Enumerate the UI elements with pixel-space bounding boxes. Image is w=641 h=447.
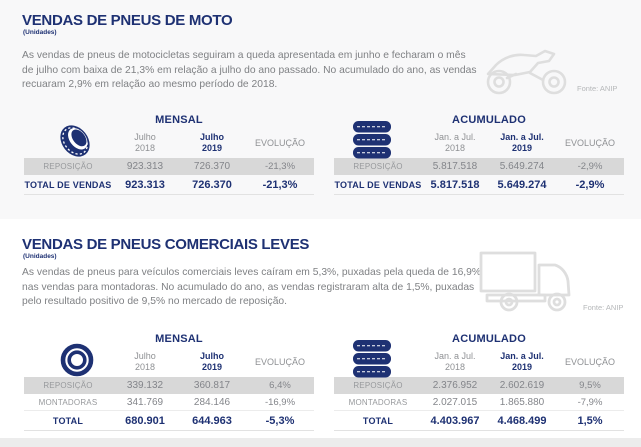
total-row	[24, 411, 314, 431]
tire-stack-icon	[351, 339, 393, 381]
row-label: MONTADORAS	[348, 397, 408, 407]
leves-mensal-table	[24, 331, 314, 431]
value-2018: 5.817.518	[430, 178, 480, 191]
next-section-strip	[0, 438, 641, 447]
column-header-2019: Julho 2019	[200, 132, 224, 153]
row-label: REPOSIÇÃO	[353, 381, 403, 390]
value-evolution: -16,9%	[264, 396, 296, 408]
table-heading: MENSAL	[155, 114, 203, 126]
value-2018: 680.901	[125, 414, 165, 427]
section-comerciais-leves	[0, 219, 641, 438]
value-2019: 2.602.619	[499, 380, 545, 391]
value-2018: 5.817.518	[432, 161, 478, 172]
value-2018: 923.313	[126, 161, 164, 172]
table-row	[24, 377, 314, 394]
source-label: Fonte: ANIP	[577, 84, 618, 93]
column-header-evolution: EVOLUÇÃO	[254, 137, 305, 148]
paragraph-line: nas vendas para montadoras. No acumulado do ano, as vendas registraram alta de 1,5%, puxadas	[22, 281, 475, 293]
value-evolution: -2,9%	[575, 178, 605, 191]
unit-label: (Unidades)	[23, 29, 57, 36]
value-evolution: 6,4%	[269, 380, 291, 391]
row-label: REPOSIÇÃO	[43, 381, 93, 390]
value-2018: 339.132	[126, 380, 164, 391]
value-2018: 4.403.967	[430, 414, 480, 427]
tilted-tire-icon	[54, 118, 96, 164]
value-2019: 1.865.880	[499, 396, 545, 408]
table-heading: ACUMULADO	[452, 114, 526, 126]
value-evolution: -2,9%	[577, 161, 603, 172]
value-2019: 4.468.499	[497, 414, 547, 427]
column-header-2018: Julho 2018	[134, 351, 156, 372]
value-2018: 2.376.952	[432, 380, 478, 391]
motorcycle-icon	[482, 44, 572, 96]
value-evolution: -21,3%	[264, 161, 296, 172]
row-label: TOTAL DE VENDAS	[334, 179, 422, 190]
unit-label: (Unidades)	[23, 253, 57, 260]
value-2019: 5.649.274	[499, 161, 545, 172]
total-row	[24, 175, 314, 195]
row-label: REPOSIÇÃO	[353, 162, 403, 171]
value-2019: 360.817	[193, 380, 231, 391]
paragraph-line: pelo resultado positivo de 9,5% no mercado de reposição.	[22, 296, 288, 308]
table-row	[24, 394, 314, 411]
moto-mensal-table	[24, 112, 314, 195]
section-paragraph	[22, 266, 481, 310]
value-2018: 341.769	[126, 396, 164, 408]
section-moto	[0, 0, 641, 219]
value-evolution: 9,5%	[579, 380, 601, 391]
tire-stack-icon	[351, 120, 393, 162]
row-label: TOTAL	[362, 415, 394, 426]
paragraph-line: de julho com baixa de 21,3% em relação a julho do ano passado. No acumulado do ano, as vendas	[22, 64, 477, 76]
row-label: TOTAL DE VENDAS	[24, 179, 112, 190]
section-paragraph	[22, 49, 477, 93]
row-label: MONTADORAS	[38, 397, 98, 407]
column-header-2019: Jan. a Jul. 2019	[500, 132, 544, 153]
column-header-evolution: EVOLUÇÃO	[254, 356, 305, 367]
value-2019: 726.370	[193, 161, 231, 172]
truck-icon	[477, 250, 581, 314]
total-row	[334, 175, 624, 195]
column-header-2019: Jan. a Jul. 2019	[500, 351, 544, 372]
source-label: Fonte: ANIP	[583, 303, 624, 312]
column-header-2018: Jan. a Jul. 2018	[434, 351, 476, 372]
value-evolution: -7,9%	[577, 396, 603, 408]
page-title: VENDAS DE PNEUS COMERCIAIS LEVES	[22, 236, 310, 253]
paragraph-line: As vendas de pneus para veículos comerciais leves caíram em 5,3%, puxadas pela queda de 16,9%	[22, 267, 482, 278]
moto-acumulado-table	[334, 112, 624, 195]
leves-acumulado-table	[334, 331, 624, 431]
paragraph-line: As vendas de pneus de motocicletas seguiram a queda apresentada em junho e fecharam o mês	[22, 50, 466, 61]
column-header-evolution: EVOLUÇÃO	[564, 137, 615, 148]
table-row	[334, 394, 624, 411]
column-header-2018: Jan. a Jul. 2018	[434, 132, 476, 153]
page-title: VENDAS DE PNEUS DE MOTO	[22, 12, 233, 29]
row-label: REPOSIÇÃO	[43, 162, 93, 171]
value-2018: 2.027.015	[432, 396, 478, 408]
row-label: TOTAL	[52, 415, 84, 426]
value-2018: 923.313	[125, 178, 165, 191]
paragraph-line: recuaram 2,9% em relação ao mesmo período de 2018.	[22, 79, 278, 91]
column-header-2019: Julho 2019	[200, 351, 224, 372]
value-evolution: -21,3%	[262, 178, 298, 191]
value-evolution: -5,3%	[265, 414, 295, 427]
value-2019: 726.370	[192, 178, 232, 191]
value-evolution: 1,5%	[577, 414, 603, 427]
value-2019: 644.963	[192, 414, 232, 427]
column-header-evolution: EVOLUÇÃO	[564, 356, 615, 367]
table-heading: MENSAL	[155, 333, 203, 345]
column-header-2018: Julho 2018	[134, 132, 156, 153]
value-2019: 284.146	[193, 396, 231, 408]
table-heading: ACUMULADO	[452, 333, 526, 345]
total-row	[334, 411, 624, 431]
value-2019: 5.649.274	[497, 178, 547, 191]
front-tire-icon	[60, 343, 94, 377]
